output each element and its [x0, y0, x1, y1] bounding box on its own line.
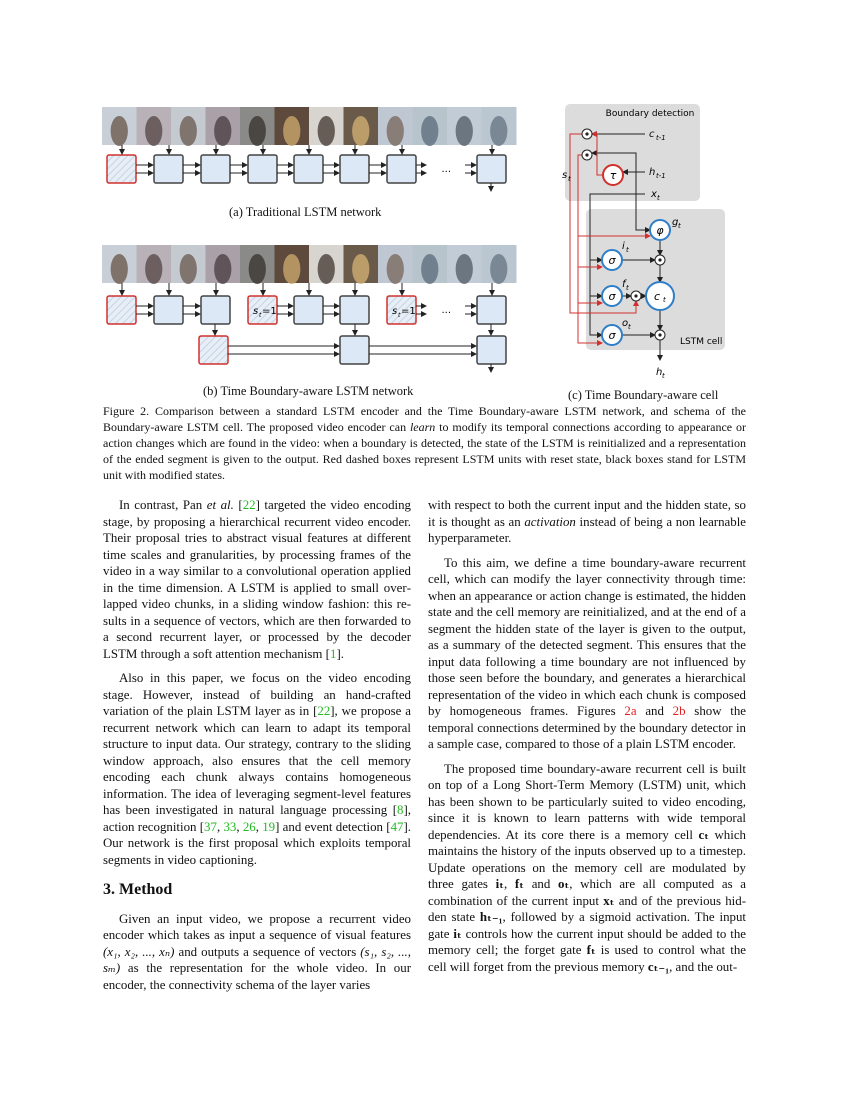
frame-figure — [421, 254, 438, 284]
citation-link[interactable]: 33 — [223, 819, 237, 834]
citation-link[interactable]: 22 — [317, 704, 331, 718]
lstm-unit — [340, 155, 369, 183]
boundary-aware-lstm-diagram — [107, 283, 506, 372]
text-span: To this aim, we define a time boundary-aware recurrent cell, which can modify the layer connectivity through time: when an appearance or action change is estimated, the hidden state and the cell memory are reinitialized, and at the end of a segment the hidden state of the layer is given to the output, as a summary of the detected segment. This ensures that the input data following a time boundary are not influenced by those seen before the boundary, and generates a hierarchical representation of the video in which each chunk is composed by homogeneous frames. Figures — [428, 555, 746, 718]
text-span: [ — [233, 498, 243, 512]
frame-figure — [283, 116, 300, 146]
text-span: ], action recognition [ — [103, 803, 411, 834]
lstm-unit — [294, 155, 323, 183]
caption-emphasis: learn — [409, 420, 436, 434]
video-frames-strip-b — [102, 245, 517, 284]
lstm-unit — [294, 296, 323, 324]
i-label: i — [622, 241, 625, 252]
frame-figure — [180, 254, 197, 284]
text-span: is used to control what the cell will forget from the previous memory — [428, 943, 746, 974]
text-span: fₜ — [586, 943, 596, 957]
text-span: cₜ — [698, 827, 709, 842]
reset-lstm-unit — [248, 296, 277, 324]
subscript: t — [657, 194, 660, 202]
frame-figure — [214, 116, 231, 146]
text-span: , — [236, 819, 243, 834]
paragraph — [428, 555, 746, 753]
phi-symbol: φ — [656, 224, 664, 237]
frame-figure — [421, 116, 438, 146]
subscript: t — [663, 296, 666, 304]
subfigure-b-caption: (b) Time Boundary-aware LSTM network — [203, 384, 414, 398]
figure-caption — [103, 403, 746, 483]
subscript: t — [259, 312, 262, 319]
frame-figure — [249, 254, 266, 284]
h-prev-label: h — [649, 167, 656, 178]
frame-figure — [145, 254, 162, 284]
text-span: In contrast, Pan — [119, 498, 207, 512]
lstm-unit — [340, 296, 369, 324]
sigma-symbol: σ — [608, 254, 616, 267]
frame-figure — [352, 116, 369, 146]
text-span: , — [216, 819, 224, 834]
text-span: and — [636, 704, 673, 718]
text-span: and outputs a sequence of vectors — [174, 944, 361, 959]
reset-lstm-unit — [107, 296, 136, 324]
text-span: , and the out- — [669, 959, 738, 974]
subscript: t — [662, 372, 665, 380]
text-span: (s₁, s₂, ..., sₘ) — [103, 944, 411, 975]
text-span: , — [504, 877, 515, 891]
tau-symbol: τ — [609, 169, 617, 182]
citation-link[interactable]: 22 — [242, 498, 256, 512]
lstm-unit — [340, 336, 369, 364]
boundary-detection-label: Boundary detection — [605, 109, 695, 119]
text-span: , — [255, 819, 263, 834]
text-span: ] and event detection [ — [275, 819, 391, 834]
lstm-unit — [477, 296, 506, 324]
subscript: t-1 — [656, 172, 666, 180]
citation-link[interactable]: 1 — [329, 646, 337, 661]
text-span: Given an input video, we propose a recurrent video encoder which takes as input a sequence of visual features — [103, 911, 411, 942]
odot-op-o — [655, 330, 665, 340]
text-span: Also in this paper, we focus on the video encoding stage. However, instead of building an hand-crafted variation of the plain LSTM layer as in [ — [103, 671, 411, 718]
traditional-lstm-diagram — [107, 145, 506, 191]
paragraph — [428, 761, 746, 976]
subscript: t — [626, 246, 629, 254]
frame-figure — [214, 254, 231, 284]
boundary-aware-cell-diagram — [562, 104, 725, 380]
video-frames-strip-a — [102, 107, 517, 146]
c-prev-label: c — [649, 129, 655, 140]
s-label: s — [562, 170, 568, 181]
subscript: t-1 — [656, 134, 666, 142]
text-span: xₜ — [603, 893, 615, 908]
text-span: (x₁, x₂, ..., xₙ) — [103, 944, 175, 959]
x-label: x — [651, 189, 657, 200]
paragraph — [103, 497, 411, 662]
subscript: t — [568, 175, 571, 183]
odot-op-i — [655, 255, 665, 265]
frame-figure — [180, 116, 197, 146]
frame-figure — [352, 254, 369, 284]
odot-op-f — [631, 291, 641, 301]
lstm-unit — [154, 296, 183, 324]
text-span: cₜ₋₁ — [647, 959, 670, 974]
text-span: ], we propose a recurrent network which can learn to adapt its temporal structure to input data. Our strategy, contrary to the sliding window approach, also ensures that the cell memory encoding each chunk always contains homogeneous information. The idea of leveraging segment-level features has been investigated in natural language processing [ — [103, 704, 412, 817]
frame-figure — [145, 116, 162, 146]
lstm-unit — [154, 155, 183, 183]
lstm-unit — [477, 155, 506, 183]
odot-op-h — [582, 150, 592, 160]
figure-2 — [0, 0, 850, 400]
figure-ref-link[interactable]: 2b — [672, 704, 686, 718]
reset-label: s — [253, 306, 259, 317]
text-span: activation — [524, 514, 576, 529]
text-span: oₜ — [558, 877, 570, 891]
text-span: hₜ₋₁ — [479, 910, 503, 924]
reset-lstm-unit — [199, 336, 228, 364]
frame-figure — [111, 116, 128, 146]
frame-figure — [283, 254, 300, 284]
frame-figure — [387, 116, 404, 146]
reset-label: s — [392, 306, 398, 317]
subfigure-a-caption: (a) Traditional LSTM network — [229, 205, 382, 219]
text-span: as the representation for the whole video. In our encoder, the connectivity schema of the layer varies — [103, 961, 411, 992]
citation-link[interactable]: 37 — [204, 819, 217, 834]
subscript: t — [626, 284, 629, 292]
frame-figure — [387, 254, 404, 284]
frame-figure — [490, 254, 507, 284]
lstm-unit — [201, 296, 230, 324]
citation-link[interactable]: 8 — [397, 803, 404, 817]
subscript: t — [678, 222, 681, 230]
h-label: h — [656, 367, 663, 378]
section-heading — [103, 882, 411, 899]
text-span: controls how the current input should be added to the memory cell; the forget gate — [428, 926, 746, 957]
frame-figure — [490, 116, 507, 146]
text-span: show the temporal connections determined by the boundary detector in a sample case, compared to those of a plain LSTM encoder. — [428, 704, 746, 751]
frame-figure — [111, 254, 128, 284]
text-span: with respect to both the current input and the hidden state, so it is thought as an — [428, 498, 746, 529]
subscript: t — [398, 312, 401, 319]
text-span: instead of being a non learnable hyperparameter. — [428, 514, 746, 545]
citation-link[interactable]: 47 — [390, 819, 404, 834]
paragraph — [428, 497, 746, 547]
ellipsis: ... — [441, 305, 452, 316]
o-label: o — [622, 318, 629, 329]
lstm-unit — [248, 155, 277, 183]
text-span: which maintains the history of the inputs observed up to a timestep. Update operations on the memory cell are modulated by three gates — [428, 827, 747, 891]
frame-figure — [318, 254, 335, 284]
text-span: fₜ — [514, 877, 524, 891]
text-span: et al. — [206, 498, 234, 512]
reset-value: =1 — [262, 306, 277, 317]
text-span: The proposed time boundary-aware recurrent cell is built on top of a Long Short-Term Memory (LSTM) unit, which has been shown to be particularly suited to video encoding, since it is known to learn patterns with wide temporal dependencies. At its core there is a memory cell — [428, 761, 746, 842]
left-column — [103, 497, 411, 1001]
text-span: and — [524, 877, 558, 891]
subfigure-c-caption: (c) Time Boundary-aware cell — [568, 388, 719, 402]
citation-link[interactable]: 26 — [242, 819, 256, 834]
text-span: and of the previous hidden state — [428, 893, 746, 924]
paragraph — [103, 911, 411, 994]
lstm-cell-label: LSTM cell — [680, 337, 723, 347]
lstm-unit — [477, 336, 506, 364]
ellipsis: ... — [441, 164, 452, 175]
odot-op-c — [582, 129, 592, 139]
frame-figure — [456, 254, 473, 284]
caption-text: to modify its temporal connections according to appearance or action changes which are found in the video: when a boundary is detected, the state of the LSTM is reinitialized and a representation of the ended segment is given to the output. Red dashed boxes represent LSTM units with reset state, black boxes stand for LSTM unit with modified states. — [103, 420, 746, 482]
text-span: , followed by a sigmoid activation. The input gate — [428, 910, 746, 941]
frame-figure — [456, 116, 473, 146]
memory-cell-symbol: c — [653, 290, 661, 303]
sigma-symbol: σ — [608, 290, 616, 303]
caption-text: Figure 2. Comparison between a standard LSTM encoder and the Time Boundary-aware LSTM network, and schema of the Boundary-aware LSTM cell. The proposed video encoder can — [103, 404, 746, 434]
frame-figure — [249, 116, 266, 146]
text-span: 3. Method — [103, 881, 173, 898]
reset-lstm-unit — [107, 155, 136, 183]
citation-link[interactable]: 19 — [262, 819, 276, 834]
text-span: ] targeted the video encoding stage, by proposing a hierarchical recurrent video encoder. Their proposal tries to abstract visual features at different time scales and granularities, by processing frames of the video in a way similar to a convolutional operation applied in the time dimension. A LSTM is applied to small overlapped video chunks, in a sliding window fashion: this results in a sequence of vectors, which are then forwarded to a second recurrent layer, or processed by the decoder LSTM through a soft attention mechanism [ — [103, 498, 411, 661]
lstm-unit — [387, 155, 416, 183]
text-span: ]. Our network is the first proposal which exploits temporal segments in video captioning. — [103, 819, 411, 867]
figure-ref-link[interactable]: 2a — [624, 704, 637, 718]
text-span: , which are all computed as a combination of the current input — [428, 877, 747, 908]
right-column — [428, 497, 746, 983]
reset-value: =1 — [401, 306, 416, 317]
reset-lstm-unit — [387, 296, 416, 324]
lstm-unit — [201, 155, 230, 183]
text-span: iₜ — [453, 926, 462, 941]
subscript: t — [628, 323, 631, 331]
text-span: ]. — [336, 646, 344, 661]
paragraph — [103, 670, 411, 868]
frame-figure — [318, 116, 335, 146]
sigma-symbol: σ — [608, 329, 616, 342]
g-label: g — [672, 217, 679, 228]
f-label: f — [622, 279, 626, 290]
text-span: iₜ — [495, 877, 504, 891]
